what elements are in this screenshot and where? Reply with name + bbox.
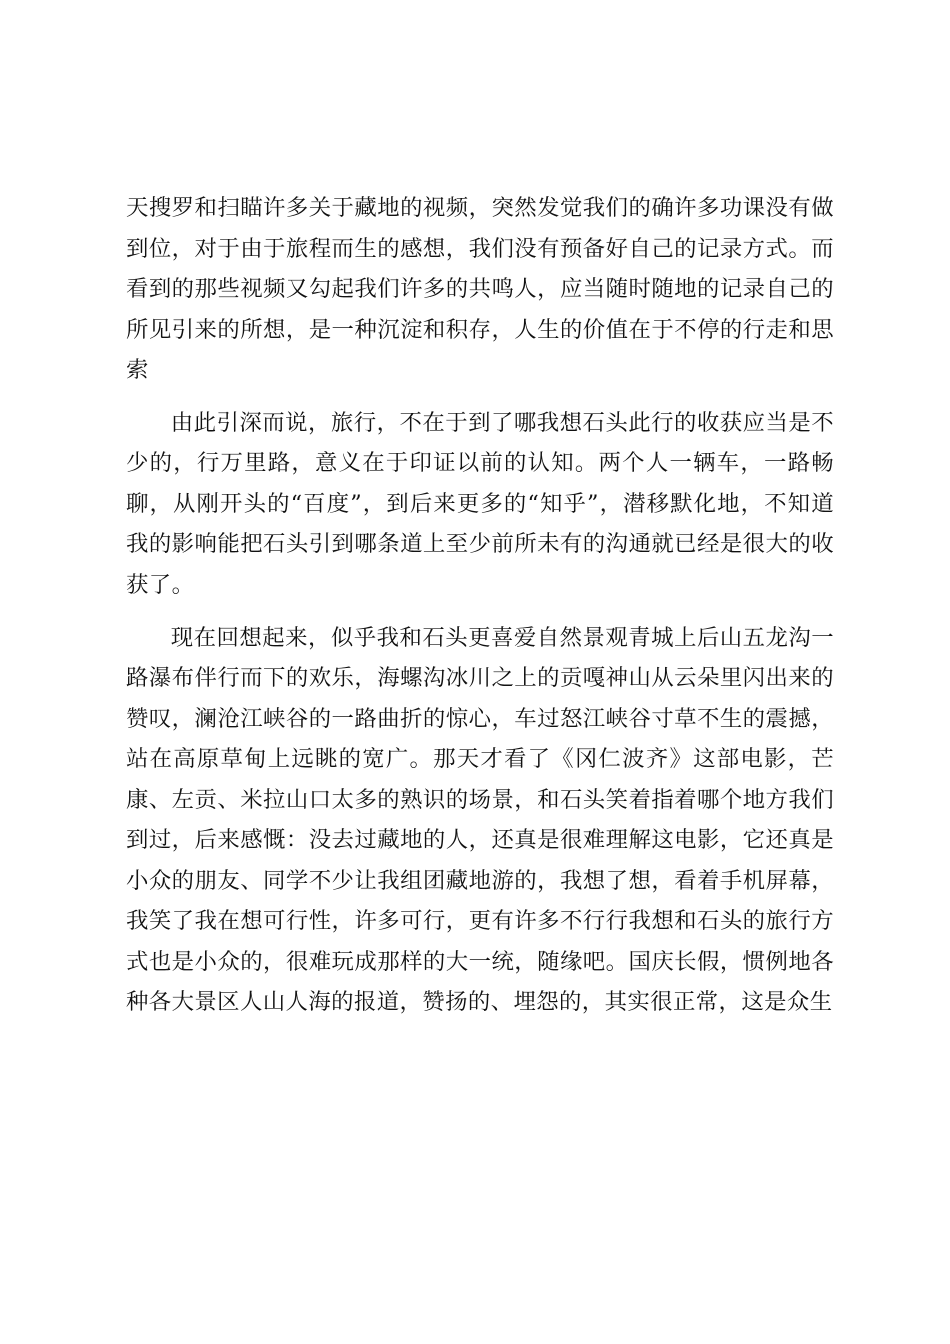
document-body bbox=[126, 188, 834, 1023]
paragraph-1: 天搜罗和扫瞄许多关于藏地的视频，突然发觉我们的确许多功课没有做到位，对于由于旅程而生的感想，我们没有预备好自己的记录方式。而看到的那些视频又勾起我们许多的共鸣人，应当随时随地的记录自己的所见引来的所想，是一种沉淀和积存，人生的价值在于不停的行走和思索 bbox=[126, 195, 834, 383]
paragraph-2: 由此引深而说，旅行，不在于到了哪我想石头此行的收获应当是不少的，行万里路，意义在于印证以前的认知。两个人一辆车，一路畅聊，从刚开头的“百度”，到后来更多的“知乎”，潜移默化地，不知道我的影响能把石头引到哪条道上至少前所未有的沟通就已经是很大的收获了。 bbox=[126, 409, 834, 598]
paragraph-3: 现在回想起来，似乎我和石头更喜爱自然景观青城上后山五龙沟一路瀑布伴行而下的欢乐，海螺沟冰川之上的贡嘎神山从云朵里闪出来的赞叹，澜沧江峡谷的一路曲折的惊心，车过怒江峡谷寸草不生的震撼，站在高原草甸上远眺的宽广。那天才看了《冈仁波齐》这部电影，芒康、左贡、米拉山口太多的熟识的场景，和石头笑着指着哪个地方我们到过，后来感慨：没去过藏地的人，还真是很难理解这电影，它还真是小众的朋友、同学不少让我组团藏地游的，我想了想，看着手机屏幕，我笑了我在想可行性，许多可行，更有许多不行行我想和石头的旅行方式也是小众的，很难玩成那样的大一统，随缘吧。国庆长假，惯例地各种各大景区人山人海的报道，赞扬的、埋怨的，其实很正常，这是众生 bbox=[126, 624, 834, 1016]
